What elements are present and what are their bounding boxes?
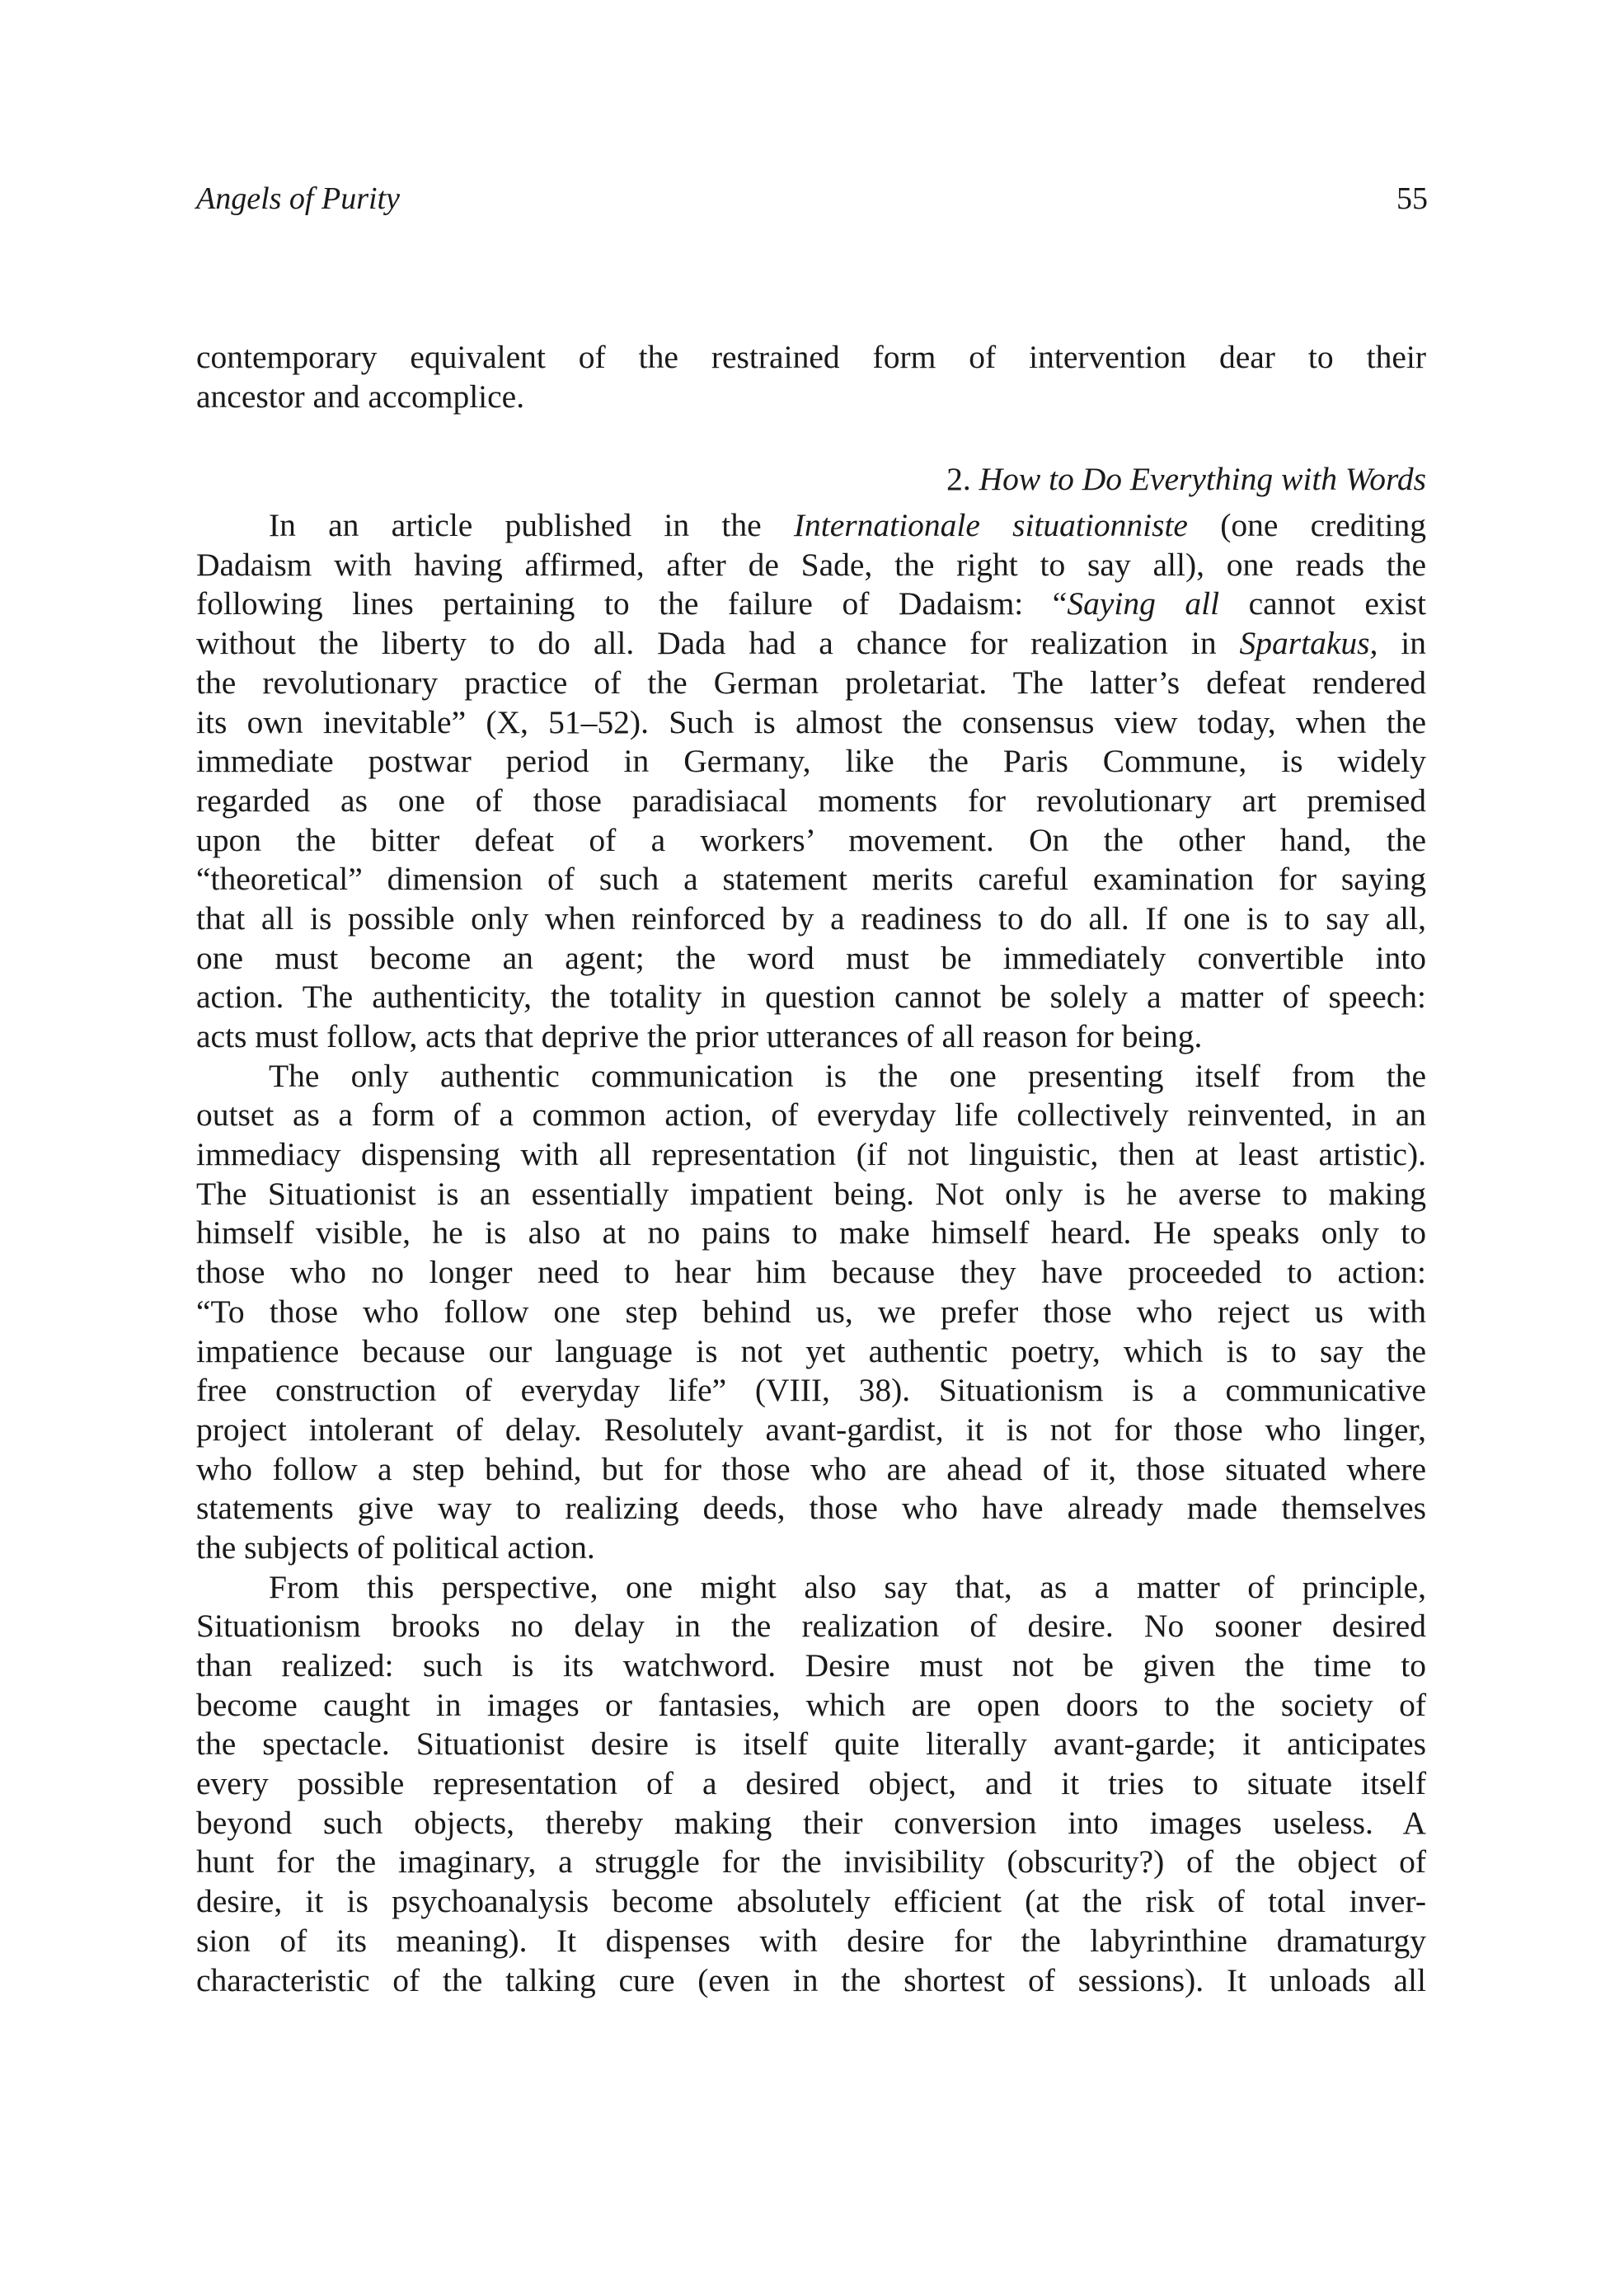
journal-title: Internationale situationniste (793, 507, 1188, 544)
text-line: every possible representation of a desired object, and it tries to situate itself (196, 1765, 1426, 1802)
text-run: (one crediting (1187, 507, 1426, 544)
text-line: The Situationist is an essentially impatient being. Not only is he averse to making (196, 1175, 1426, 1212)
text-line: The only authentic communication is the one presenting itself from the (269, 1057, 1426, 1094)
text-line: Dadaism with having affirmed, after de Sade, the right to say all), one reads the (196, 546, 1426, 583)
text-line: project intolerant of delay. Resolutely avant-gardist, it is not for those who linger, (196, 1411, 1426, 1448)
text-line: hunt for the imaginary, a struggle for the invisibility (obscurity?) of the object of (196, 1843, 1426, 1881)
text-line: himself visible, he is also at no pains to make himself heard. He speaks only to (196, 1214, 1426, 1251)
text-line: regarded as one of those paradisiacal moments for revolutionary art premised (196, 782, 1426, 819)
text-line: free construction of everyday life” (VIII, 38). Situationism is a communicative (196, 1372, 1426, 1409)
text-line: that all is possible only when reinforced by a readiness to do all. If one is to say all, (196, 899, 1426, 937)
text-line: who follow a step behind, but for those who are ahead of it, those situated where (196, 1450, 1426, 1487)
text-line: the revolutionary practice of the German proletariat. The latter’s defeat rendered (196, 664, 1426, 701)
text-line: the subjects of political action. (196, 1528, 595, 1566)
text-line (196, 624, 1426, 664)
text-line: “theoretical” dimension of such a statement merits careful examination for saying (196, 861, 1426, 898)
text-line: action. The authenticity, the totality in question cannot be solely a matter of speech: (196, 979, 1426, 1016)
text-run: In an article published in the (269, 507, 794, 544)
text-line: one must become an agent; the word must be immediately convertible into (196, 939, 1426, 976)
text-line: those who no longer need to hear him because they have proceeded to action: (196, 1254, 1426, 1291)
text-line: its own inevitable” (X, 51–52). Such is almost the consensus view today, when the (196, 703, 1426, 740)
section-title: How to Do Everything with Words (979, 461, 1426, 498)
text-line: become caught in images or fantasies, which are open doors to the society of (196, 1686, 1426, 1723)
text-line (196, 506, 1426, 546)
text-run: in (1378, 625, 1426, 662)
emphasis: Spartakus, (1239, 625, 1378, 662)
text-line: impatience because our language is not yet authentic poetry, which is to say the (196, 1332, 1426, 1369)
page-number: 55 (1396, 181, 1428, 216)
section-number: 2. (946, 461, 971, 498)
text-line: beyond such objects, thereby making their conversion into images useless. A (196, 1804, 1426, 1841)
text-run: following lines pertaining to the failure of Dadaism: “ (196, 585, 1068, 622)
section-heading (196, 460, 1426, 500)
text-line: outset as a form of a common action, of everyday life collectively reinvented, in an (196, 1096, 1426, 1134)
text-line: From this perspective, one might also say that, as a matter of principle, (269, 1568, 1426, 1605)
text-run: without the liberty to do all. Dada had a chance for realization in (196, 625, 1240, 662)
text-line: the spectacle. Situationist desire is itself quite literally avant-garde; it anticipates (196, 1726, 1426, 1763)
body-text (196, 338, 1426, 2000)
text-line: upon the bitter defeat of a workers’ movement. On the other hand, the (196, 821, 1426, 858)
text-run: cannot exist (1219, 585, 1426, 622)
text-line: statements give way to realizing deeds, those who have already made themselves (196, 1490, 1426, 1527)
running-head: Angels of Purity (196, 181, 400, 216)
text-line (196, 585, 1426, 624)
text-line: sion of its meaning). It dispenses with desire for the labyrinthine dramaturgy (196, 1922, 1426, 1959)
text-line: Situationism brooks no delay in the realization of desire. No sooner desired (196, 1608, 1426, 1645)
text-line: immediate postwar period in Germany, like the Paris Commune, is widely (196, 743, 1426, 780)
text-line: ancestor and accomplice. (196, 378, 525, 415)
text-line: immediacy dispensing with all representation (if not linguistic, then at least artistic). (196, 1136, 1426, 1173)
text-line: contemporary equivalent of the restrained form of intervention dear to their (196, 339, 1426, 375)
text-line: than realized: such is its watchword. Desire must not be given the time to (196, 1647, 1426, 1683)
text-line: desire, it is psychoanalysis become absolutely efficient (at the risk of total inver- (196, 1883, 1426, 1920)
text-line: “To those who follow one step behind us, we prefer those who reject us with (196, 1293, 1426, 1330)
emphasis: Saying all (1067, 585, 1220, 622)
text-line: acts must follow, acts that deprive the prior utterances of all reason for being. (196, 1018, 1203, 1054)
text-line: characteristic of the talking cure (even in the shortest of sessions). It unloads all (196, 1961, 1426, 1998)
